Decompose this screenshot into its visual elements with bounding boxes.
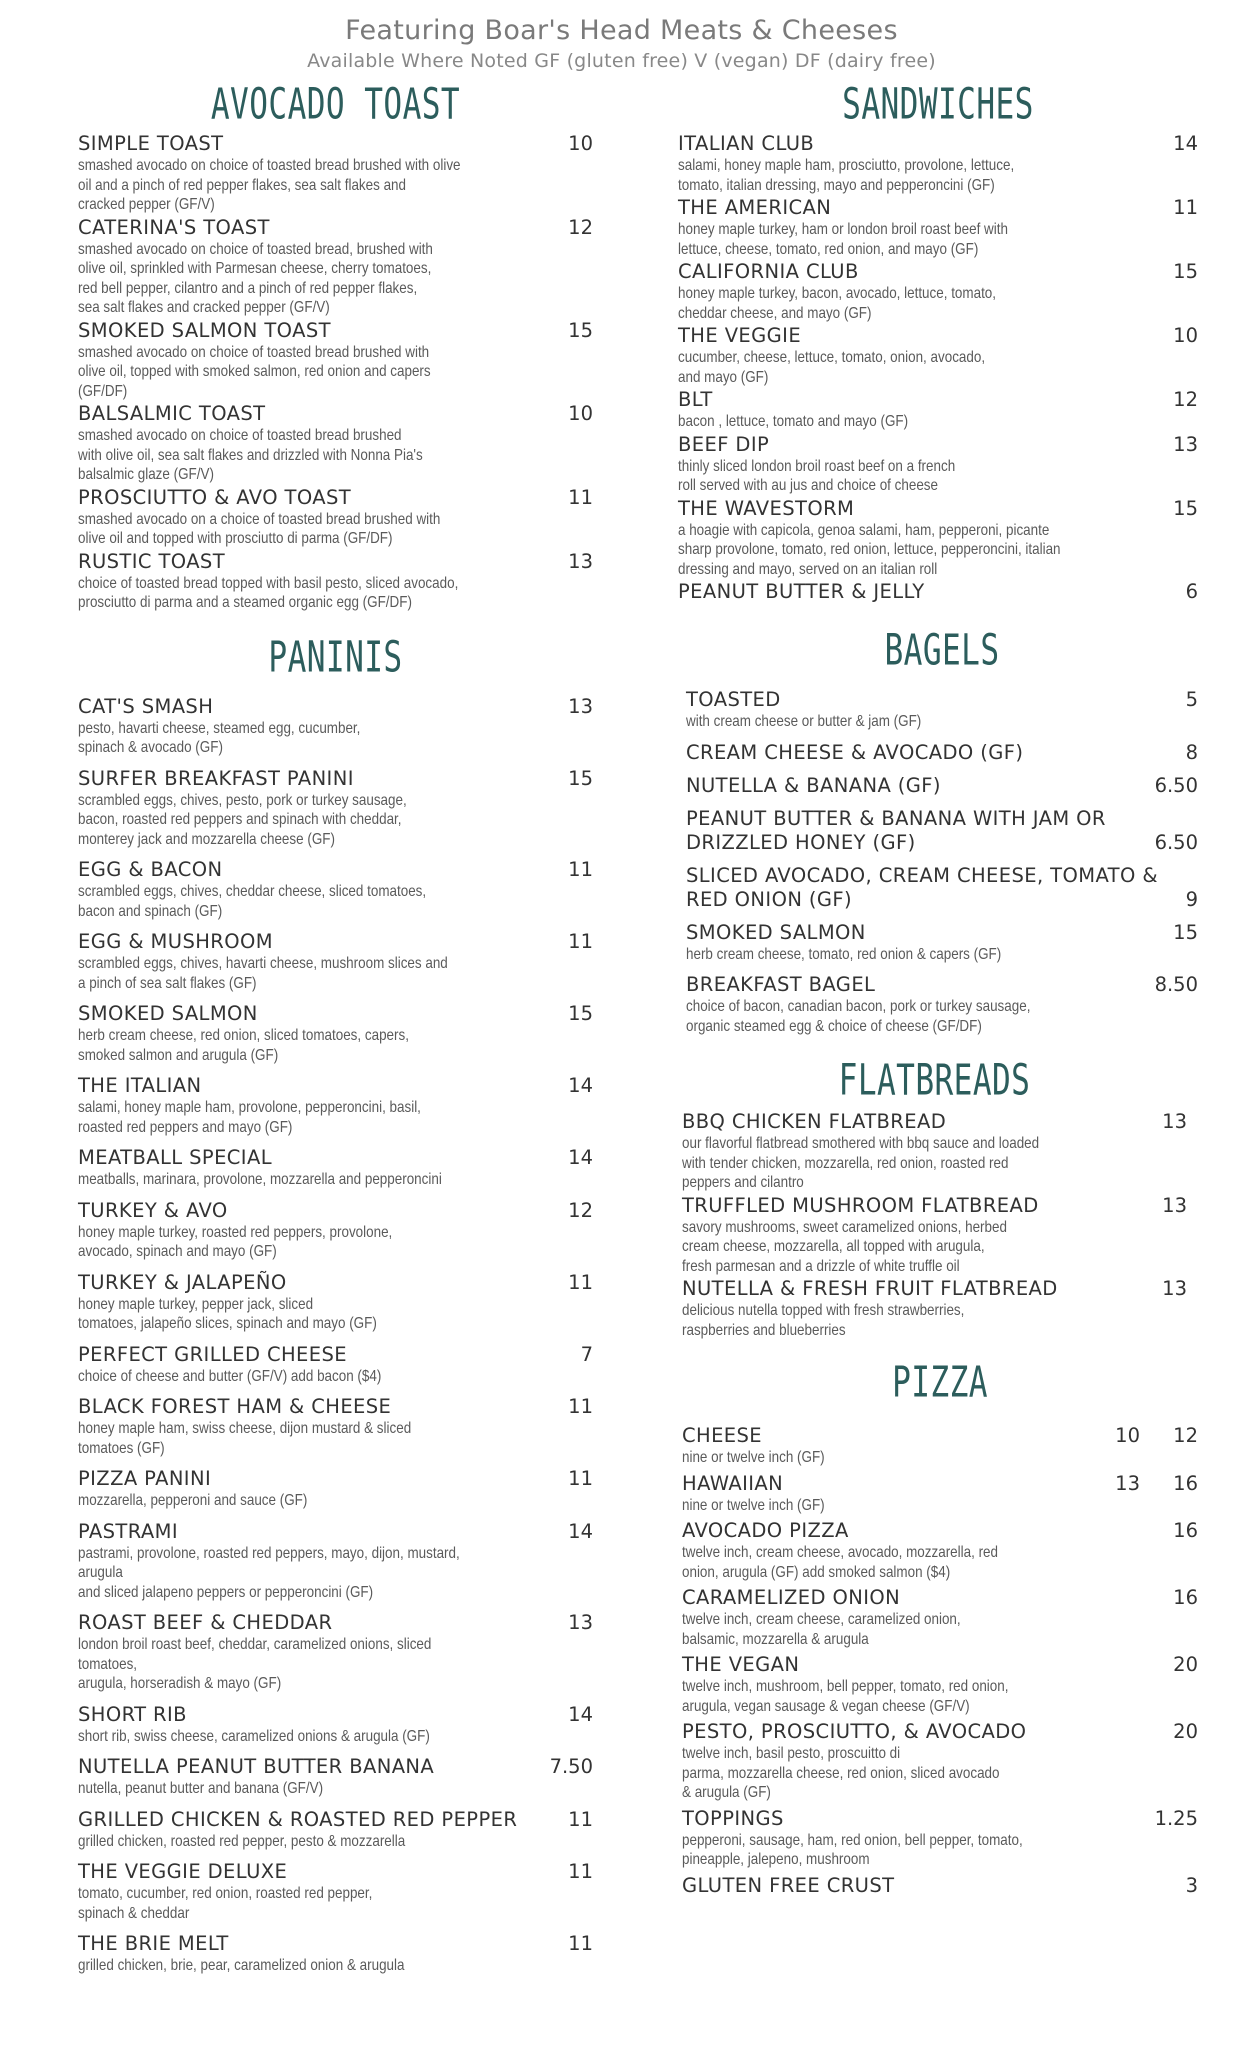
menu-item-description: smashed avocado on a choice of toasted bread brushed with olive oil and topped with prosciutto di parma (GF/DF) xyxy=(78,510,441,547)
menu-item xyxy=(686,741,1198,765)
menu-item-row xyxy=(78,1932,593,1956)
menu-item-name: THE WAVESTORM xyxy=(678,496,855,520)
menu-item-row xyxy=(678,132,1198,156)
right-column xyxy=(678,80,1198,1898)
menu-item-description: cucumber, cheese, lettuce, tomato, onion, avocado, and mayo (GF) xyxy=(678,349,986,386)
section-title: FLATBREADS xyxy=(838,1055,1031,1105)
menu-item-price: 7 xyxy=(580,1342,593,1366)
menu-item-name: PROSCIUTTO & AVO TOAST xyxy=(78,485,352,509)
menu-item-price-small xyxy=(1082,1586,1140,1610)
menu-item-name: HAWAIIAN xyxy=(682,1471,784,1495)
menu-item-price: 13 xyxy=(1162,1277,1187,1300)
menu-item-name: SMOKED SALMON TOAST xyxy=(78,318,331,342)
section-title: PANINIS xyxy=(268,631,403,682)
menu-item-price: 14 xyxy=(568,1074,593,1097)
menu-item-description: nine or twelve inch (GF) xyxy=(682,1496,825,1514)
menu-item xyxy=(78,319,593,402)
menu-item-row xyxy=(78,767,593,791)
menu-item-price: 11 xyxy=(568,485,593,509)
menu-item xyxy=(78,550,593,613)
menu-item-name: BBQ CHICKEN FLATBREAD xyxy=(682,1110,947,1133)
menu-item-price: 15 xyxy=(568,1002,593,1025)
menu-item-description: with cream cheese or butter & jam (GF) xyxy=(686,713,922,730)
menu-item-row xyxy=(686,774,1198,798)
menu-item xyxy=(682,1519,1198,1582)
menu-item-name: SLICED AVOCADO, CREAM CHEESE, TOMATO & RED ONION (GF) xyxy=(686,863,1158,911)
menu-item-row xyxy=(78,1074,593,1098)
menu-header xyxy=(0,14,1243,74)
menu-item xyxy=(678,388,1198,432)
menu-item-row xyxy=(78,1002,593,1026)
menu-item-row xyxy=(78,486,593,510)
menu-item-name: BREAKFAST BAGEL xyxy=(686,973,876,996)
menu-item-price: 15 xyxy=(1173,496,1198,520)
menu-item-description: honey maple turkey, ham or london broil roast beef with lettuce, cheese, tomato, red onion, and mayo (GF) xyxy=(678,221,1008,258)
menu-item-name: SMOKED SALMON xyxy=(78,1002,258,1025)
menu-item-description: london broil roast beef, cheddar, caramelized onions, sliced tomatoes, arugula, horseradish & mayo (GF) xyxy=(78,1636,432,1692)
menu-item-price: 9 xyxy=(1185,887,1198,911)
menu-item xyxy=(682,1653,1198,1716)
menu-item xyxy=(78,1611,593,1694)
menu-item-name: BEEF DIP xyxy=(678,432,770,456)
menu-item xyxy=(78,767,593,850)
menu-item-prices xyxy=(1082,1586,1198,1610)
section-title: PIZZA xyxy=(892,1357,988,1407)
menu-item-price: 16 xyxy=(1173,1471,1198,1495)
menu-item-price: 14 xyxy=(568,1146,593,1169)
menu-item-name: GRILLED CHICKEN & ROASTED RED PEPPER xyxy=(78,1807,518,1831)
menu-item-description: grilled chicken, brie, pear, caramelized onion & arugula xyxy=(78,1957,405,1974)
menu-item-row xyxy=(78,216,593,240)
menu-item-price: 6.50 xyxy=(1154,830,1198,854)
menu-item xyxy=(78,930,593,993)
menu-item-description: savory mushrooms, sweet caramelized onions, herbed cream cheese, mozzarella, all topped with arugula, fresh parmesan and a drizzle of white truffle oil xyxy=(682,1218,1007,1275)
menu-item-price: 13 xyxy=(568,1611,593,1634)
menu-item-price: 11 xyxy=(568,1932,593,1955)
menu-item-description: scrambled eggs, chives, cheddar cheese, sliced tomatoes, bacon and spinach (GF) xyxy=(78,883,427,920)
menu-item-description: nine or twelve inch (GF) xyxy=(682,1449,825,1466)
menu-item-description: bacon , lettuce, tomato and mayo (GF) xyxy=(678,413,909,430)
menu-item-name: NUTELLA PEANUT BUTTER BANANA xyxy=(78,1755,435,1778)
section-bagels xyxy=(678,626,1198,1036)
menu-item xyxy=(78,1343,593,1387)
menu-item xyxy=(678,260,1198,323)
menu-item-price-small xyxy=(1082,1807,1140,1831)
menu-item-row xyxy=(78,550,593,574)
menu-item-name: CARAMELIZED ONION xyxy=(682,1586,901,1609)
menu-item-price: 11 xyxy=(568,1467,593,1490)
menu-item xyxy=(78,1395,593,1458)
menu-item-description: grilled chicken, roasted red pepper, pesto & mozzarella xyxy=(78,1832,406,1850)
menu-item-price: 11 xyxy=(568,1270,593,1294)
menu-item-row xyxy=(78,1199,593,1223)
menu-item-description: twelve inch, cream cheese, caramelized onion, balsamic, mozzarella & arugula xyxy=(682,1611,961,1648)
menu-item-price-small xyxy=(1082,1874,1140,1898)
menu-item-description: honey maple ham, swiss cheese, dijon mustard & sliced tomatoes (GF) xyxy=(78,1420,412,1457)
menu-item-name: BLACK FOREST HAM & CHEESE xyxy=(78,1395,392,1418)
menu-item xyxy=(678,324,1198,387)
menu-item-description: honey maple turkey, roasted red peppers, provolone, avocado, spinach and mayo (GF) xyxy=(78,1223,393,1260)
menu-item-name: AVOCADO PIZZA xyxy=(682,1519,849,1542)
menu-item-row xyxy=(678,497,1198,521)
menu-item-description: twelve inch, basil pesto, proscuitto di parma, mozzarella cheese, red onion, sliced avocado & arugula (GF) xyxy=(682,1745,1000,1801)
menu-item-name: CAT'S SMASH xyxy=(78,694,214,718)
menu-item-row xyxy=(678,260,1198,284)
menu-item-name: SURFER BREAKFAST PANINI xyxy=(78,766,354,790)
menu-item xyxy=(678,497,1198,580)
menu-item-price: 11 xyxy=(568,930,593,953)
menu-item-description: salami, honey maple ham, prosciutto, provolone, lettuce, tomato, italian dressing, mayo and pepperoncini (GF) xyxy=(678,157,1015,194)
menu-item-row xyxy=(78,1271,593,1295)
menu-item xyxy=(686,921,1198,965)
menu-item-price: 12 xyxy=(568,215,593,239)
menu-item-row xyxy=(682,1424,1198,1448)
menu-item-name: TRUFFLED MUSHROOM FLATBREAD xyxy=(682,1193,1039,1217)
menu-item-price: 7.50 xyxy=(549,1755,593,1778)
menu-item xyxy=(78,1520,593,1603)
menu-item xyxy=(78,858,593,921)
menu-item-row xyxy=(686,807,1198,855)
menu-item-description: twelve inch, mushroom, bell pepper, tomato, red onion, arugula, vegan sausage & vegan cheese (GF/V) xyxy=(682,1678,1009,1715)
menu-item-row xyxy=(78,1611,593,1635)
menu-item-row xyxy=(686,688,1198,712)
menu-item-row xyxy=(78,1343,593,1367)
section-avocado-toast xyxy=(78,80,593,613)
menu-item-name: ITALIAN CLUB xyxy=(678,132,815,155)
menu-item-row xyxy=(78,1703,593,1727)
menu-item-price: 11 xyxy=(568,1807,593,1831)
menu-item-description: smashed avocado on choice of toasted bread brushed with olive oil, sea salt flakes and drizzled with Nonna Pia's balsalmic glaze (GF/V) xyxy=(78,427,423,483)
menu-item-name: PESTO, PROSCIUTTO, & AVOCADO xyxy=(682,1720,1027,1743)
menu-item-description: smashed avocado on choice of toasted bread, brushed with olive oil, sprinkled with Parmesan cheese, cherry tomatoes, red bell pepper, cilantro and a pinch of red pepper flakes, sea salt flakes and cracked pepper (GF/V) xyxy=(78,240,433,316)
section-title: BAGELS xyxy=(884,625,1000,675)
menu-item-price-small xyxy=(1082,1720,1140,1744)
menu-item-name: THE AMERICAN xyxy=(678,196,832,219)
menu-item-price: 14 xyxy=(568,1702,593,1726)
menu-item-name: CHEESE xyxy=(682,1424,763,1447)
section-sandwiches xyxy=(678,80,1198,604)
menu-item-row xyxy=(682,1807,1198,1831)
menu-item-price-small: 13 xyxy=(1115,1471,1140,1495)
menu-item-description: delicious nutella topped with fresh strawberries, raspberries and blueberries xyxy=(682,1302,965,1339)
menu-item-description: herb cream cheese, tomato, red onion & capers (GF) xyxy=(686,945,1002,963)
menu-item-description: honey maple turkey, bacon, avocado, lettuce, tomato, cheddar cheese, and mayo (GF) xyxy=(678,285,997,322)
menu-item-row xyxy=(682,1110,1187,1134)
menu-item xyxy=(78,1808,593,1852)
menu-item-price: 13 xyxy=(1162,1110,1187,1133)
menu-item-description: choice of cheese and butter (GF/V) add bacon ($4) xyxy=(78,1367,382,1385)
menu-item-name: TOASTED xyxy=(686,688,781,711)
header-dietary-note: Available Where Noted GF (gluten free) V (vegan) DF (dairy free) xyxy=(307,50,936,72)
menu-item-row xyxy=(682,1653,1198,1677)
section-pizza xyxy=(678,1358,1198,1898)
menu-item-description: thinly sliced london broil roast beef on a french roll served with au jus and choice of cheese xyxy=(678,457,956,494)
menu-item-row xyxy=(78,1755,593,1779)
menu-item-description: scrambled eggs, chives, pesto, pork or turkey sausage, bacon, roasted red peppers and spinach with cheddar, monterey jack and mozzarella cheese (GF) xyxy=(78,791,407,848)
menu-item-description: scrambled eggs, chives, havarti cheese, mushroom slices and a pinch of sea salt flakes (GF) xyxy=(78,955,448,992)
menu-item-description: nutella, peanut butter and banana (GF/V) xyxy=(78,1780,324,1797)
menu-item-row xyxy=(686,864,1198,912)
menu-item-prices xyxy=(1082,1519,1198,1543)
menu-item-row xyxy=(78,132,593,156)
menu-item xyxy=(682,1424,1198,1468)
menu-item xyxy=(78,1146,593,1190)
menu-item-price: 16 xyxy=(1173,1586,1198,1609)
menu-item-price: 8 xyxy=(1185,740,1198,764)
menu-item xyxy=(682,1720,1198,1803)
menu-item-name: CREAM CHEESE & AVOCADO (GF) xyxy=(686,740,1024,764)
menu-item-row xyxy=(682,1277,1187,1301)
menu-item-prices xyxy=(1082,1720,1198,1744)
menu-item xyxy=(686,807,1198,855)
menu-item-price: 3 xyxy=(1185,1873,1198,1897)
menu-item-name: BLT xyxy=(678,388,713,411)
menu-item-price: 16 xyxy=(1173,1519,1198,1542)
menu-item xyxy=(682,1807,1198,1870)
menu-item-price: 12 xyxy=(1173,388,1198,411)
menu-item xyxy=(682,1472,1198,1516)
menu-item-price: 8.50 xyxy=(1154,973,1198,996)
menu-item-description: smashed avocado on choice of toasted bread brushed with olive oil and a pinch of red pepper flakes, sea salt flakes and cracked pepper (GF/V) xyxy=(78,157,461,213)
menu-item-price: 6.50 xyxy=(1154,773,1198,797)
menu-item-name: TURKEY & AVO xyxy=(78,1198,228,1222)
menu-item xyxy=(78,402,593,485)
menu-item-row xyxy=(678,324,1198,348)
menu-item-name: CATERINA'S TOAST xyxy=(78,215,270,239)
menu-item-description: tomato, cucumber, red onion, roasted red pepper, spinach & cheddar xyxy=(78,1885,373,1922)
menu-item-name: CALIFORNIA CLUB xyxy=(678,260,859,283)
menu-item xyxy=(678,580,1198,604)
menu-item-price: 15 xyxy=(568,318,593,342)
menu-item-description: pesto, havarti cheese, steamed egg, cucumber, spinach & avocado (GF) xyxy=(78,719,361,756)
menu-item-row xyxy=(678,580,1198,604)
menu-item-name: TOPPINGS xyxy=(682,1806,784,1830)
menu-item xyxy=(678,132,1198,195)
menu-item-price: 15 xyxy=(1173,260,1198,283)
section-title: SANDWICHES xyxy=(842,79,1034,129)
menu-item-price: 12 xyxy=(568,1198,593,1222)
menu-item-price: 14 xyxy=(568,1519,593,1543)
menu-item-row xyxy=(686,741,1198,765)
menu-item-row xyxy=(682,1874,1198,1898)
menu-item-description: pepperoni, sausage, ham, red onion, bell pepper, tomato, pineapple, jalepeno, mushroom xyxy=(682,1831,1023,1868)
menu-item-name: SHORT RIB xyxy=(78,1702,187,1726)
menu-item-price: 10 xyxy=(568,402,593,425)
menu-item xyxy=(678,196,1198,259)
menu-item-name: PEANUT BUTTER & JELLY xyxy=(678,580,925,603)
menu-item-row xyxy=(678,388,1198,412)
menu-item xyxy=(78,1755,593,1799)
menu-item xyxy=(78,1271,593,1334)
menu-item-row xyxy=(686,973,1198,997)
menu-item-row xyxy=(682,1472,1198,1496)
menu-item-description: herb cream cheese, red onion, sliced tomatoes, capers, smoked salmon and arugula (GF) xyxy=(78,1027,409,1064)
menu-item-price: 13 xyxy=(568,549,593,573)
menu-item-name: RUSTIC TOAST xyxy=(78,549,226,573)
menu-item-description: choice of bacon, canadian bacon, pork or turkey sausage, organic steamed egg & choice of cheese (GF/DF) xyxy=(686,998,1031,1035)
menu-item xyxy=(78,1932,593,1976)
menu-item-description: meatballs, marinara, provolone, mozzarella and pepperoncini xyxy=(78,1171,442,1188)
menu-item-price: 14 xyxy=(1173,132,1198,155)
menu-item-name: THE BRIE MELT xyxy=(78,1932,229,1955)
menu-item-price: 5 xyxy=(1185,688,1198,711)
menu-item-price: 20 xyxy=(1173,1653,1198,1676)
menu-item xyxy=(682,1277,1187,1340)
menu-item-name: PIZZA PANINI xyxy=(78,1467,212,1490)
menu-item xyxy=(682,1874,1198,1898)
menu-item-name: SMOKED SALMON xyxy=(686,920,866,944)
menu-item-price: 20 xyxy=(1173,1720,1198,1743)
section-flatbreads xyxy=(678,1056,1187,1340)
header-featuring: Featuring Boar's Head Meats & Cheeses xyxy=(345,15,898,46)
left-column xyxy=(78,80,593,1976)
menu-item-prices xyxy=(1082,1472,1198,1496)
menu-item-price: 10 xyxy=(1173,324,1198,347)
menu-item-price: 10 xyxy=(568,132,593,155)
menu-item-description: mozzarella, pepperoni and sauce (GF) xyxy=(78,1492,308,1509)
menu-item-description: short rib, swiss cheese, caramelized onions & arugula (GF) xyxy=(78,1727,430,1745)
menu-item-description: salami, honey maple ham, provolone, pepperoncini, basil, roasted red peppers and mayo (GF) xyxy=(78,1099,421,1136)
menu-item-prices xyxy=(1082,1424,1198,1448)
menu-item-price: 15 xyxy=(568,766,593,790)
menu-item-price: 15 xyxy=(1173,920,1198,944)
menu-item-prices xyxy=(1082,1874,1198,1898)
menu-item-row xyxy=(78,1808,593,1832)
menu-item-name: THE ITALIAN xyxy=(78,1074,202,1097)
menu-item xyxy=(678,433,1198,496)
menu-item xyxy=(682,1110,1187,1193)
menu-item-row xyxy=(682,1194,1187,1218)
menu-item-name: SIMPLE TOAST xyxy=(78,132,224,155)
menu-item xyxy=(682,1586,1198,1649)
menu-item-name: THE VEGAN xyxy=(682,1653,800,1676)
menu-item-description: a hoagie with capicola, genoa salami, ham, pepperoni, picante sharp provolone, tomato, red onion, lettuce, pepperoncini, italian dressing and mayo, served on an italian roll xyxy=(678,521,1061,578)
menu-item-name: PASTRAMI xyxy=(78,1519,179,1543)
menu-item-row xyxy=(78,858,593,882)
menu-item-name: NUTELLA & FRESH FRUIT FLATBREAD xyxy=(682,1277,1058,1300)
menu-item-price-small xyxy=(1082,1653,1140,1677)
menu-item-name: TURKEY & JALAPEÑO xyxy=(78,1270,287,1294)
menu-item-description: honey maple turkey, pepper jack, sliced tomatoes, jalapeño slices, spinach and mayo (GF) xyxy=(78,1295,377,1332)
menu-item-row xyxy=(78,1146,593,1170)
menu-item xyxy=(686,688,1198,732)
menu-item-name: PERFECT GRILLED CHEESE xyxy=(78,1342,347,1366)
menu-item-row xyxy=(682,1519,1198,1543)
menu-item-row xyxy=(682,1586,1198,1610)
menu-item-price: 11 xyxy=(568,858,593,881)
menu-item-price: 6 xyxy=(1185,580,1198,603)
menu-item-row xyxy=(78,319,593,343)
menu-item-description: twelve inch, cream cheese, avocado, mozzarella, red onion, arugula (GF) add smoked salmon ($4) xyxy=(682,1544,998,1581)
menu-item-description: smashed avocado on choice of toasted bread brushed with olive oil, topped with smoked salmon, red onion and capers (GF/DF) xyxy=(78,343,431,400)
menu-item xyxy=(686,973,1198,1036)
menu-item xyxy=(78,1074,593,1137)
menu-item-price-small xyxy=(1082,1519,1140,1543)
menu-item-row xyxy=(78,1395,593,1419)
menu-item xyxy=(78,1703,593,1747)
menu-item-name: GLUTEN FREE CRUST xyxy=(682,1873,895,1897)
menu-item-description: choice of toasted bread topped with basil pesto, sliced avocado, prosciutto di parma and a steamed organic egg (GF/DF) xyxy=(78,574,459,611)
menu-item-price-small: 10 xyxy=(1115,1424,1140,1447)
menu-item-row xyxy=(78,695,593,719)
menu-item-prices xyxy=(1082,1807,1198,1831)
menu-item xyxy=(78,695,593,758)
menu-item-name: THE VEGGIE DELUXE xyxy=(78,1860,288,1883)
menu-item-price: 11 xyxy=(568,1860,593,1883)
menu-item-price: 11 xyxy=(1173,196,1198,219)
menu-item-price: 13 xyxy=(1162,1193,1187,1217)
menu-item-description: pastrami, provolone, roasted red peppers, mayo, dijon, mustard, arugula and sliced jalapeno peppers or pepperoncini (GF) xyxy=(78,1544,460,1601)
menu-item-row xyxy=(678,433,1198,457)
menu-item-row xyxy=(78,402,593,426)
menu-item-name: BALSALMIC TOAST xyxy=(78,402,266,425)
menu-item-name: MEATBALL SPECIAL xyxy=(78,1146,272,1169)
menu-item-price: 13 xyxy=(568,694,593,718)
menu-item xyxy=(78,1467,593,1511)
menu-item-row xyxy=(678,196,1198,220)
menu-item-description: our flavorful flatbread smothered with bbq sauce and loaded with tender chicken, mozzarella, red onion, roasted red peppers and cilantro xyxy=(682,1135,1040,1191)
menu-item-name: NUTELLA & BANANA (GF) xyxy=(686,773,941,797)
menu-item-price: 12 xyxy=(1173,1424,1198,1447)
menu-item xyxy=(78,216,593,318)
menu-item xyxy=(78,1002,593,1065)
menu-item xyxy=(78,1199,593,1262)
menu-item-name: ROAST BEEF & CHEDDAR xyxy=(78,1611,333,1634)
menu-item xyxy=(78,132,593,215)
menu-item-row xyxy=(78,1520,593,1544)
section-title: AVOCADO TOAST xyxy=(210,79,461,129)
menu-item xyxy=(686,864,1198,912)
menu-item-row xyxy=(78,930,593,954)
menu-item-row xyxy=(78,1467,593,1491)
menu-item-price: 13 xyxy=(1173,432,1198,456)
menu-item xyxy=(682,1194,1187,1277)
menu-item xyxy=(686,774,1198,798)
menu-item xyxy=(78,486,593,549)
section-paninis xyxy=(78,633,593,1976)
menu-item-row xyxy=(682,1720,1198,1744)
menu-item-name: PEANUT BUTTER & BANANA WITH JAM OR DRIZZLED HONEY (GF) xyxy=(686,806,1106,854)
menu-item-name: THE VEGGIE xyxy=(678,324,802,347)
menu-item-price: 11 xyxy=(568,1395,593,1418)
menu-item-row xyxy=(686,921,1198,945)
menu-item-name: EGG & BACON xyxy=(78,858,223,881)
menu-item-name: EGG & MUSHROOM xyxy=(78,930,273,953)
menu-item-prices xyxy=(1082,1653,1198,1677)
menu-item-price: 1.25 xyxy=(1154,1806,1198,1830)
menu-item-row xyxy=(78,1860,593,1884)
menu-item xyxy=(78,1860,593,1923)
